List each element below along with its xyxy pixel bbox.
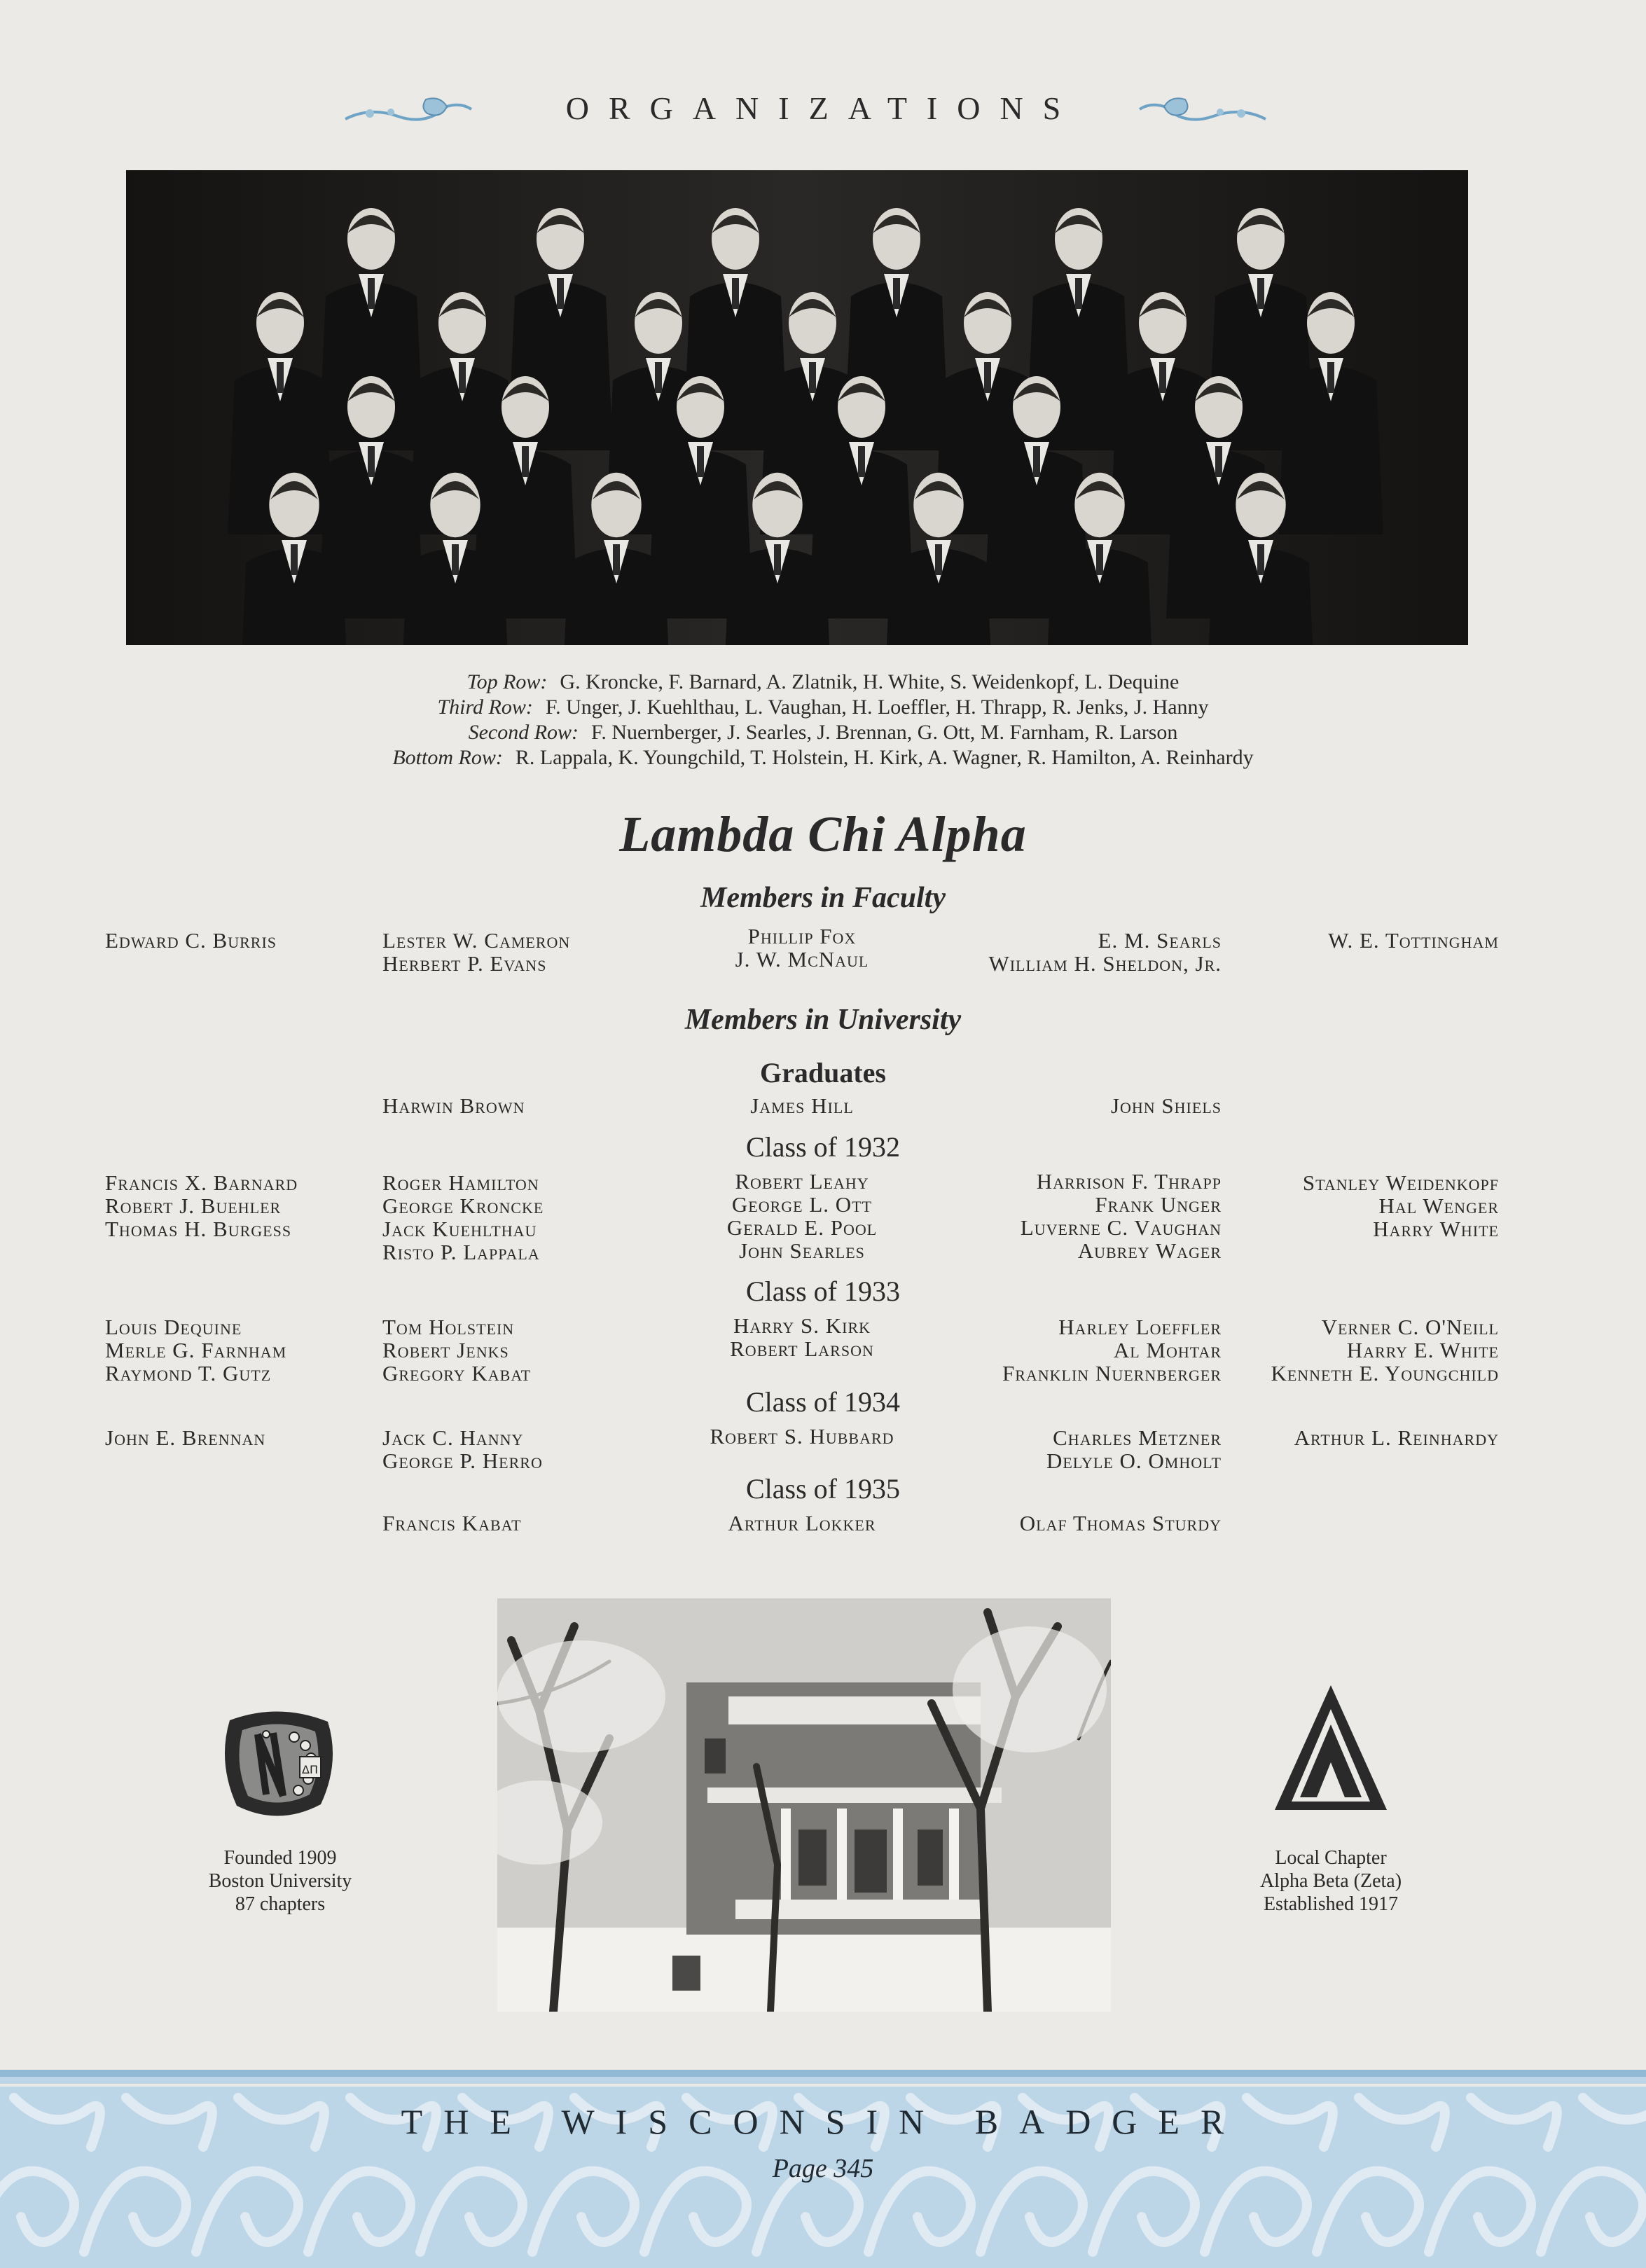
member-name: Harwin Brown [382, 1093, 525, 1118]
class-1934-heading: Class of 1934 [746, 1386, 900, 1418]
member-name: Franklin Nuernberger [1002, 1361, 1222, 1385]
member-name: Robert Leahy [735, 1169, 869, 1194]
member-name: Stanley Weidenkopf [1302, 1170, 1499, 1195]
person-tie [1215, 446, 1222, 477]
graduates-col-4 [1111, 1094, 1222, 1117]
class-1933-col-2 [382, 1315, 531, 1385]
member-name: John E. Brennan [105, 1425, 266, 1450]
page-header-title: ORGANIZATIONS [565, 90, 1081, 126]
member-name: Thomas H. Burgess [105, 1217, 292, 1241]
fraternity-name: Lambda Chi Alpha [619, 806, 1027, 862]
person-tie [809, 362, 816, 393]
person-tie [1159, 362, 1166, 393]
member-name: Aubrey Wager [1077, 1238, 1222, 1263]
person-tie [984, 362, 991, 393]
member-name: Frank Unger [1095, 1192, 1222, 1217]
faculty-col-4 [988, 929, 1222, 975]
class-1935-col-3 [672, 1512, 932, 1535]
member-name: Francis Kabat [382, 1511, 522, 1535]
faculty-col-1 [105, 929, 277, 952]
member-name: Phillip Fox [747, 924, 857, 948]
person-tie [1033, 446, 1040, 477]
class-1934-col-2 [382, 1426, 543, 1472]
member-name: John Shiels [1110, 1093, 1222, 1118]
member-name: Verner C. O'Neill [1321, 1315, 1499, 1339]
member-name: Tom Holstein [382, 1315, 515, 1339]
member-name: William H. Sheldon, Jr. [988, 951, 1222, 976]
class-1935-heading: Class of 1935 [746, 1473, 900, 1505]
footer-title: THE WISCONSIN BADGER [401, 2102, 1245, 2141]
member-name: Olaf Thomas Sturdy [1019, 1511, 1222, 1535]
graduates-heading: Graduates [760, 1057, 886, 1088]
class-1934-col-3 [672, 1425, 932, 1448]
faculty-heading: Members in Faculty [700, 882, 946, 914]
crest-icon [216, 1706, 342, 1824]
member-name: Jack C. Hanny [382, 1425, 524, 1450]
person-tie [935, 544, 942, 575]
person-tie [452, 544, 459, 575]
member-name: George P. Herro [382, 1448, 543, 1473]
person-tie [1257, 544, 1264, 575]
member-name: Charles Metzner [1053, 1425, 1222, 1450]
member-name: Kenneth E. Youngchild [1271, 1361, 1499, 1385]
faculty-col-5 [1328, 929, 1499, 952]
member-name: Harry White [1373, 1217, 1499, 1241]
member-name: James Hill [750, 1093, 854, 1118]
person-tie [1257, 278, 1264, 309]
class-1932-col-5 [1303, 1171, 1499, 1240]
member-name: Gregory Kabat [382, 1361, 532, 1385]
member-name: John Searles [739, 1238, 865, 1263]
member-name: Arthur L. Reinhardy [1294, 1425, 1499, 1450]
member-name: Roger Hamilton [382, 1170, 539, 1195]
member-name: Al Mohtar [1113, 1338, 1222, 1362]
class-1933-heading: Class of 1933 [746, 1275, 900, 1307]
person-tie [858, 446, 865, 477]
person-tie [1075, 278, 1082, 309]
member-name: Harrison F. Thrapp [1036, 1169, 1222, 1194]
university-heading: Members in University [684, 1004, 962, 1036]
class-1932-col-3 [672, 1170, 932, 1262]
graduates-col-2 [382, 1094, 525, 1117]
triangle-emblem-icon [1272, 1681, 1390, 1814]
member-name: Harry E. White [1346, 1338, 1499, 1362]
member-name: Lester W. Cameron [382, 928, 571, 953]
founded-caption: Founded 1909 Boston University 87 chapters [208, 1847, 352, 1915]
flourish-right-icon [1136, 92, 1269, 127]
member-name: Edward C. Burris [105, 928, 277, 953]
member-name: Jack Kuehlthau [382, 1217, 537, 1241]
person-tie [1327, 362, 1334, 393]
member-name: Arthur Lokker [728, 1511, 876, 1535]
chapter-house-photo [497, 1598, 1111, 2012]
person-tie [459, 362, 466, 393]
class-1933-col-1 [105, 1315, 286, 1385]
member-name: Louis Dequine [105, 1315, 242, 1339]
member-name: Francis X. Barnard [105, 1170, 298, 1195]
member-name: Robert Jenks [382, 1338, 509, 1362]
class-1935-col-2 [382, 1512, 522, 1535]
group-photo [126, 170, 1468, 645]
member-name: E. M. Searls [1098, 928, 1222, 953]
graduates-col-3 [672, 1094, 932, 1117]
person-tie [557, 278, 564, 309]
class-1934-col-1 [105, 1426, 265, 1449]
member-name: Risto P. Lappala [382, 1240, 540, 1264]
person-tie [893, 278, 900, 309]
member-name: Harry S. Kirk [733, 1313, 871, 1338]
class-1932-col-4 [1021, 1170, 1222, 1262]
local-chapter-caption: Local Chapter Alpha Beta (Zeta) Established 1917 [1259, 1847, 1402, 1915]
class-1934-col-4 [1046, 1426, 1222, 1472]
caption-third-row: Third Row: F. Unger, J. Kuehlthau, L. Vaughan, H. Loeffler, H. Thrapp, R. Jenks, J. Hanny [437, 696, 1209, 719]
faculty-col-3 [672, 925, 932, 971]
member-name: Luverne C. Vaughan [1020, 1215, 1222, 1240]
person-tie [277, 362, 284, 393]
member-name: George L. Ott [731, 1192, 873, 1217]
member-name: Hal Wenger [1378, 1194, 1499, 1218]
member-name: Harley Loeffler [1058, 1315, 1222, 1339]
class-1932-heading: Class of 1932 [746, 1131, 900, 1163]
person-tie [774, 544, 781, 575]
svg-text:ΔΠ: ΔΠ [302, 1763, 318, 1776]
person-tie [655, 362, 662, 393]
caption-second-row: Second Row: F. Nuernberger, J. Searles, J. Brennan, G. Ott, M. Farnham, R. Larson [468, 721, 1178, 744]
person-tie [732, 278, 739, 309]
member-name: Herbert P. Evans [382, 951, 547, 976]
faculty-col-2 [382, 929, 570, 975]
class-1933-col-3 [672, 1314, 932, 1360]
caption-bottom-row: Bottom Row: R. Lappala, K. Youngchild, T. Holstein, H. Kirk, A. Wagner, R. Hamilton, A. Reinhardy [392, 746, 1254, 769]
person-tie [368, 446, 375, 477]
class-1933-col-5 [1271, 1315, 1499, 1385]
class-1935-col-4 [1020, 1512, 1222, 1535]
member-name: Robert S. Hubbard [710, 1424, 894, 1448]
person-tie [697, 446, 704, 477]
group-photo-figures [126, 170, 1468, 645]
member-name: George Kroncke [382, 1194, 544, 1218]
member-name: Delyle O. Omholt [1046, 1448, 1222, 1473]
member-name: Merle G. Farnham [105, 1338, 287, 1362]
class-1934-col-5 [1294, 1426, 1499, 1449]
member-name: Gerald E. Pool [726, 1215, 878, 1240]
class-1932-col-1 [105, 1171, 298, 1240]
member-name: W. E. Tottingham [1328, 928, 1499, 953]
member-name: Robert J. Buehler [105, 1194, 282, 1218]
class-1932-col-2 [382, 1171, 544, 1264]
person-tie [522, 446, 529, 477]
caption-top-row: Top Row: G. Kroncke, F. Barnard, A. Zlatnik, H. White, S. Weidenkopf, L. Dequine [466, 670, 1180, 693]
person-tie [1096, 544, 1103, 575]
person-tie [291, 544, 298, 575]
person-tie [613, 544, 620, 575]
member-name: J. W. McNaul [735, 947, 869, 971]
page-number: Page 345 [772, 2154, 874, 2183]
house-photo-scene [497, 1598, 1111, 2012]
member-name: Raymond T. Gutz [105, 1361, 272, 1385]
class-1933-col-4 [1002, 1315, 1222, 1385]
member-name: Robert Larson [730, 1336, 874, 1361]
person-tie [368, 278, 375, 309]
